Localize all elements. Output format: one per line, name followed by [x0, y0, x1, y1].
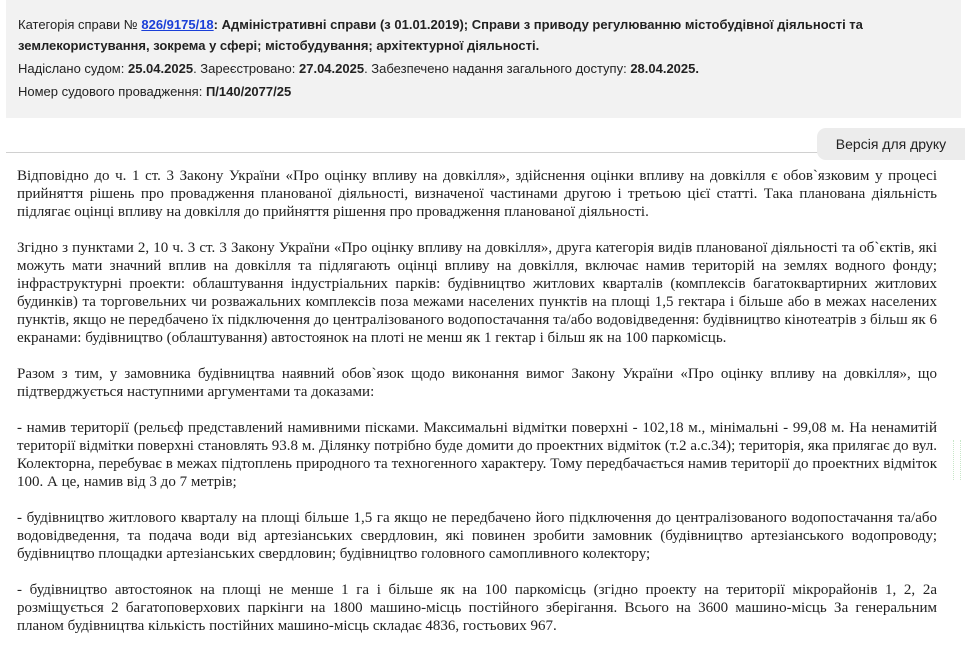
print-version-button[interactable]: Версія для друку [817, 128, 965, 160]
registered-label: . Зареєстровано: [193, 60, 299, 76]
proceeding-line [18, 82, 961, 103]
case-dates-line [18, 59, 961, 80]
category-text-cont: землекористування, зокрема у сфері; містобудування; архітектурної діяльності. [18, 37, 540, 53]
category-text: : Адміністративні справи (з 01.01.2019); Справи з приводу регулюванню містобудівної діяльності та [213, 17, 863, 32]
proceeding-number: П/140/2077/25 [205, 83, 292, 99]
registered-date: 27.04.2025 [299, 60, 365, 76]
case-info-panel [6, 0, 961, 118]
scroll-indicator[interactable] [953, 440, 961, 480]
sent-label: Надіслано судом: [18, 60, 128, 76]
access-date: 28.04.2025 [630, 60, 696, 76]
document-paragraph: - будівництво житлового кварталу на площі більше 1,5 га якщо не передбачено його підключення до централізованого водопостачання та/або водовідведення, та подача води від артезіанських свердловин, які повинен зробити замовник (будівництво артезіанського водопроводу; будівництво площадки артезіанських свердловин; будівництво головного самопливного колектору; [17, 510, 937, 562]
case-category-line-cont [18, 36, 961, 57]
case-category-line [18, 15, 961, 36]
access-label: . Забезпечено надання загального доступу: [364, 60, 631, 76]
document-paragraph: Разом з тим, у замовника будівництва наявний обов`язок щодо виконання вимог Закону України «Про оцінку впливу на довкілля», що підтверджується наступними аргументами та доказами: [17, 366, 937, 400]
document-body [17, 167, 937, 653]
sent-date: 25.04.2025 [127, 60, 194, 76]
document-paragraph: Відповідно до ч. 1 ст. 3 Закону України «Про оцінку впливу на довкілля», здійснення оцінки впливу на довкілля є обов`язковим у процесі прийняття рішень про провадження планованої діяльності, визначеної частинами другою і третьою цієї статті. Така планована діяльність підлягає оцінці впливу на довкілля до прийняття рішення про провадження планованої діяльності. [17, 168, 937, 220]
proceeding-label: Номер судового провадження: [18, 83, 206, 99]
case-number-link[interactable]: 826/9175/18 [141, 17, 214, 32]
document-paragraph: - намив території (рельєф представлений намивними пісками. Максимальні відмітки поверхні - 102,18 м., мінімальні - 99,08 м. На ненамитій території відмітки поверхні становлять 93.8 м. Ділянку потрібно буде домити до проектних відміток (т.2 а.с.34); територія, яка прилягає до вул. Колекторна, перебуває в межах підтоплень природного та техногенного характеру. Тому передбачається намив території до проектних відміток 100. А це, намив від 3 до 7 метрів; [17, 420, 937, 490]
document-paragraph: - будівництво автостоянок на площі не менше 1 га і більше як на 100 паркомісць (згідно проекту на території мікрорайонів 1, 2, 2а розміщується 2 багатоповерхових паркінги на 1800 машино-місць постійного зберігання. Всього на 3600 машино-місць За генеральним планом будівництва кількість постійних машино-місць складає 4836, гостьових 967. [17, 582, 937, 634]
category-label: Категорія справи № [18, 17, 142, 32]
access-end: . [695, 60, 700, 76]
document-paragraph: Згідно з пунктами 2, 10 ч. 3 ст. 3 Закону України «Про оцінку впливу на довкілля», друга категорія видів планованої діяльності та об`єктів, які можуть мати значний вплив на довкілля та підлягають оцінці впливу на довкілля, включає намив територій на землях водного фонду; інфраструктурні проекти: облаштування індустріальних парків: будівництво житлових кварталів (комплексів багатоквартирних житлових будинків) та торговельних чи розважальних комплексів поза межами населених пунктів на площі 1,5 гектара і більше або в межах населених пунктів, якщо не передбачено їх підключення до централізованого водопостачання та/або водовідведення: будівництво кінотеатрів з більш як 6 екранами: будівництво (облаштування) автостоянок на плоті не менш як 1 гектар і більш як на 100 паркомісць. [17, 240, 937, 346]
